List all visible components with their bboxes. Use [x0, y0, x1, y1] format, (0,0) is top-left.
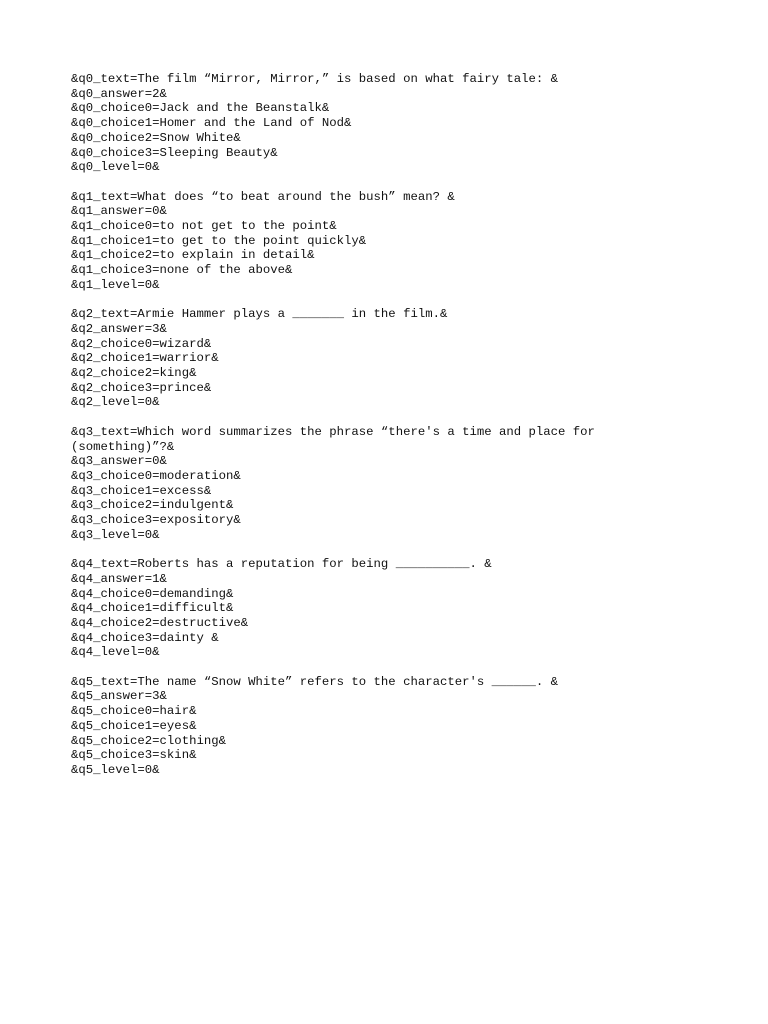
q0-choice1-line: &q0_choice1=Homer and the Land of Nod& [71, 116, 352, 131]
question-block-q4 [71, 557, 731, 660]
question-block-q2 [71, 307, 731, 410]
question-block-q5 [71, 675, 731, 778]
q3-text-continuation-line: (something)”?& [71, 439, 175, 454]
q4-choice1-line: &q4_choice1=difficult& [71, 601, 234, 616]
q1-choice3-line: &q1_choice3=none of the above& [71, 263, 293, 278]
q0-choice3-line: &q0_choice3=Sleeping Beauty& [71, 145, 278, 160]
q5-choice1-line: &q5_choice1=eyes& [71, 718, 197, 733]
question-block-q3 [71, 425, 731, 543]
q2-answer-line: &q2_answer=3& [71, 321, 167, 336]
q3-choice1-line: &q3_choice1=excess& [71, 483, 212, 498]
q2-choice1-line: &q2_choice1=warrior& [71, 351, 219, 366]
q4-level-line: &q4_level=0& [71, 645, 160, 660]
q2-level-line: &q2_level=0& [71, 395, 160, 410]
q2-text-line: &q2_text=Armie Hammer plays a _______ in the film.& [71, 307, 448, 322]
q0-text-line: &q0_text=The film “Mirror, Mirror,” is based on what fairy tale: & [71, 72, 559, 86]
q1-level-line: &q1_level=0& [71, 277, 160, 292]
q0-level-line: &q0_level=0& [71, 160, 160, 175]
q3-level-line: &q3_level=0& [71, 527, 160, 542]
q3-choice3-line: &q3_choice3=expository& [71, 513, 241, 528]
q1-answer-line: &q1_answer=0& [71, 204, 167, 219]
question-block-q1 [71, 190, 731, 293]
q4-choice2-line: &q4_choice2=destructive& [71, 615, 249, 630]
q1-choice0-line: &q1_choice0=to not get to the point& [71, 219, 337, 234]
q3-text-line: &q3_text=Which word summarizes the phrase “there's a time and place for [71, 424, 595, 439]
q2-choice0-line: &q2_choice0=wizard& [71, 336, 212, 351]
q4-choice3-line: &q4_choice3=dainty & [71, 630, 219, 645]
q4-text-line: &q4_text=Roberts has a reputation for being __________. & [71, 557, 492, 572]
q3-choice0-line: &q3_choice0=moderation& [71, 468, 241, 483]
q5-answer-line: &q5_answer=3& [71, 689, 167, 704]
question-block-q0 [71, 72, 731, 175]
q1-choice1-line: &q1_choice1=to get to the point quickly& [71, 233, 367, 248]
q5-level-line: &q5_level=0& [71, 762, 160, 777]
q0-answer-line: &q0_answer=2& [71, 86, 167, 101]
q3-answer-line: &q3_answer=0& [71, 454, 167, 469]
q5-choice3-line: &q5_choice3=skin& [71, 748, 197, 763]
q5-choice0-line: &q5_choice0=hair& [71, 704, 197, 719]
q5-text-line: &q5_text=The name “Snow White” refers to the character's ______. & [71, 674, 559, 689]
q0-choice0-line: &q0_choice0=Jack and the Beanstalk& [71, 101, 330, 116]
q5-choice2-line: &q5_choice2=clothing& [71, 733, 226, 748]
q1-choice2-line: &q1_choice2=to explain in detail& [71, 248, 315, 263]
q3-choice2-line: &q3_choice2=indulgent& [71, 498, 234, 513]
q2-choice2-line: &q2_choice2=king& [71, 366, 197, 381]
q2-choice3-line: &q2_choice3=prince& [71, 380, 212, 395]
document-body [71, 72, 731, 792]
q4-choice0-line: &q4_choice0=demanding& [71, 586, 234, 601]
q0-choice2-line: &q0_choice2=Snow White& [71, 130, 241, 145]
q4-answer-line: &q4_answer=1& [71, 571, 167, 586]
q1-text-line: &q1_text=What does “to beat around the bush” mean? & [71, 189, 455, 204]
